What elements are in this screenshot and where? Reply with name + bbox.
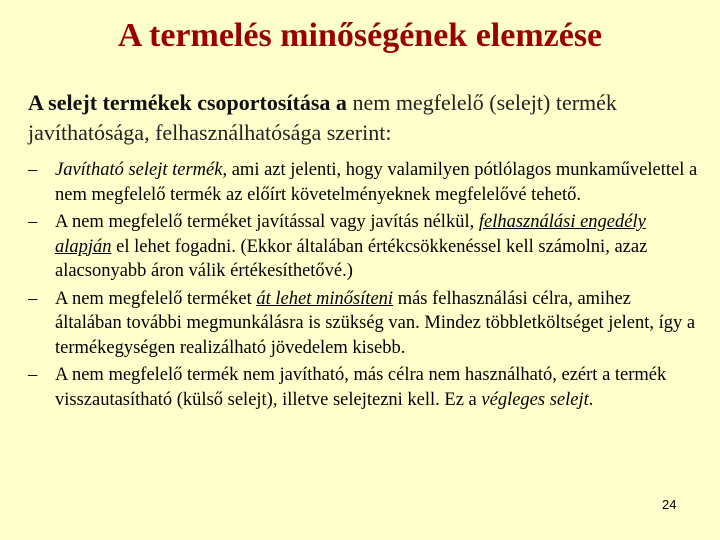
list-item (28, 363, 698, 412)
bullet-list (28, 158, 698, 415)
list-item (28, 158, 698, 207)
item-italic-underlined: felhasználási engedély alapján (55, 212, 646, 257)
item-italic: végleges selejt (481, 389, 589, 410)
list-item (28, 210, 698, 284)
dash-marker: – (28, 212, 38, 232)
dash-marker: – (28, 365, 38, 385)
list-item (28, 287, 698, 361)
slide-title: A termelés minőségének elemzése (117, 17, 603, 54)
item-post: el lehet fogadni. (Ekkor általában értékcsökkenéssel kell számolni, azaz alacsonyabb áron válik értékesíthetővé.) (55, 236, 648, 281)
lead-rest: nem megfelelő (selejt) termék javíthatósága, felhasználhatósága szerint: (28, 90, 617, 145)
dash-marker: – (28, 160, 38, 180)
item-pre: A nem megfelelő terméket javítással vagy javítás nélkül, (55, 212, 479, 232)
lead-paragraph (28, 88, 708, 148)
lead-bold: A selejt termékek csoportosítása a (28, 90, 347, 115)
item-italic: Javítható selejt termék (55, 160, 223, 180)
item-pre: A nem megfelelő terméket (55, 288, 257, 309)
item-pre: A nem megfelelő termék nem javítható, más célra nem használható, ezért a termék visszautasítható (külső selejt), illetve selejtezni kell. Ez a (55, 365, 667, 410)
item-post: más felhasználási célra, amihez általában további megmunkálásra is szükség van. Mindez többletköltséget jelent, így a termékegységen realizálható jövedelem kisebb. (55, 288, 696, 358)
item-post: . (588, 389, 594, 410)
item-italic-underlined: át lehet minősíteni (256, 288, 394, 309)
dash-marker: – (28, 288, 38, 309)
item-text: , ami azt jelenti, hogy valamilyen pótlólagos munkaművelettel a nem megfelelő termék az előírt követelményeknek megfelelővé tehető. (55, 160, 698, 205)
page-number: 24 (662, 497, 677, 512)
